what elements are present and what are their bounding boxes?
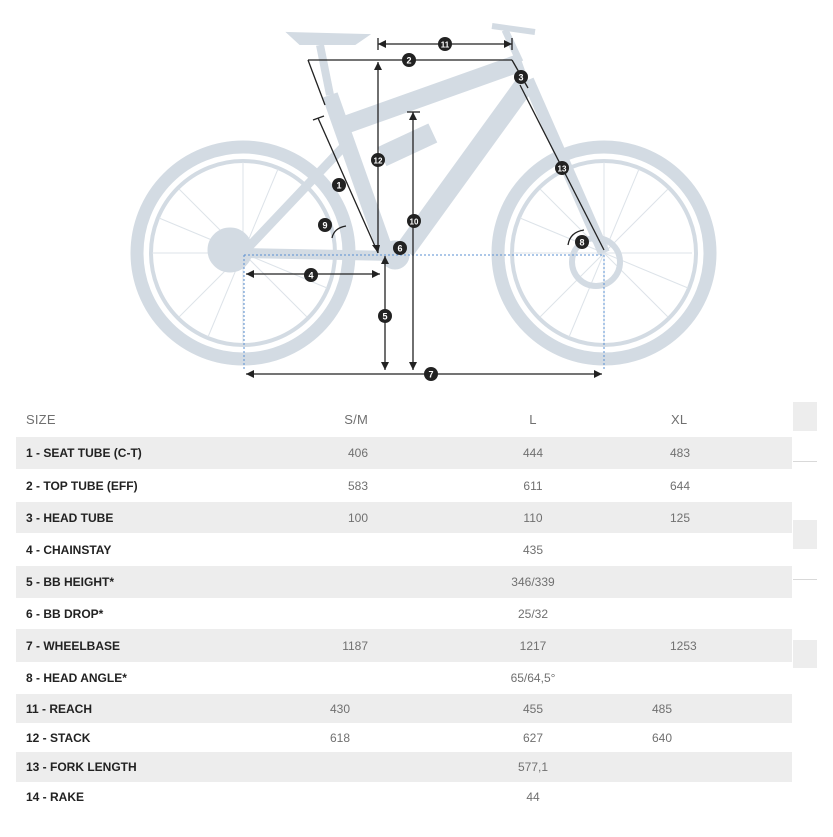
cell-sm: 100 bbox=[206, 502, 468, 533]
table-edge-line bbox=[793, 461, 817, 462]
cell-merged: 25/32 bbox=[517, 606, 549, 621]
cell-sm: 406 bbox=[206, 437, 468, 469]
table-row bbox=[16, 469, 792, 502]
cell-sm bbox=[206, 566, 468, 598]
marker-6-label: 6 bbox=[397, 243, 403, 254]
marker-7-label: 7 bbox=[428, 369, 434, 380]
cell-sm bbox=[206, 598, 468, 629]
cell-l: 627 bbox=[522, 730, 544, 745]
marker-10 bbox=[407, 214, 421, 228]
cell-xl bbox=[598, 782, 792, 812]
marker-3 bbox=[514, 70, 528, 84]
table-row bbox=[16, 782, 792, 812]
marker-7 bbox=[424, 367, 438, 381]
marker-9-label: 9 bbox=[322, 220, 328, 231]
header-l: L bbox=[529, 412, 537, 427]
geometry-table bbox=[16, 402, 792, 812]
marker-2 bbox=[402, 53, 416, 67]
header-size: SIZE bbox=[26, 412, 56, 427]
marker-11 bbox=[438, 37, 452, 51]
table-edge-line bbox=[793, 579, 817, 580]
row-label: 5 - BB HEIGHT* bbox=[16, 566, 206, 598]
marker-1 bbox=[332, 178, 346, 192]
cell-sm: 583 bbox=[347, 478, 368, 493]
marker-4 bbox=[304, 268, 318, 282]
header-sm: S/M bbox=[344, 412, 368, 427]
marker-11-label: 11 bbox=[440, 40, 450, 50]
table-row bbox=[16, 437, 792, 469]
cell-sm: 1187 bbox=[206, 629, 468, 662]
cell-xl: 483 bbox=[598, 437, 792, 469]
row-label: 3 - HEAD TUBE bbox=[16, 502, 206, 533]
marker-8 bbox=[575, 235, 589, 249]
row-label: 8 - HEAD ANGLE* bbox=[26, 671, 127, 685]
seat-post bbox=[320, 45, 330, 95]
cell-merged: 346/339 bbox=[468, 566, 598, 598]
marker-5 bbox=[378, 309, 392, 323]
table-row bbox=[16, 566, 792, 598]
cell-xl: 640 bbox=[652, 730, 673, 745]
cell-xl bbox=[598, 662, 792, 694]
table-row bbox=[16, 694, 792, 723]
marker-6 bbox=[393, 241, 407, 255]
row-label: 4 - CHAINSTAY bbox=[26, 542, 112, 557]
cell-l: 444 bbox=[468, 437, 598, 469]
cell-merged: 44 bbox=[526, 790, 540, 804]
table-row bbox=[16, 752, 792, 782]
marker-10-label: 10 bbox=[409, 217, 419, 227]
marker-9 bbox=[318, 218, 332, 232]
cell-xl: 644 bbox=[670, 478, 691, 493]
cell-xl: 125 bbox=[598, 502, 792, 533]
table-row bbox=[16, 723, 792, 752]
cell-l: 1217 bbox=[468, 629, 598, 662]
cell-l: 110 bbox=[468, 502, 598, 533]
cell-xl bbox=[598, 566, 792, 598]
row-label: 11 - REACH bbox=[16, 694, 206, 723]
row-label: 6 - BB DROP* bbox=[26, 606, 104, 621]
table-edge-shade bbox=[793, 640, 817, 668]
bike-geometry-diagram bbox=[0, 0, 833, 395]
table-row bbox=[16, 502, 792, 533]
shock bbox=[378, 124, 436, 165]
marker-12-label: 12 bbox=[373, 156, 383, 166]
table-row bbox=[16, 598, 792, 629]
ground-reference-box bbox=[244, 255, 604, 370]
row-label: 2 - TOP TUBE (EFF) bbox=[26, 478, 138, 493]
cell-sm bbox=[206, 662, 468, 694]
marker-4-label: 4 bbox=[308, 270, 314, 281]
cell-xl bbox=[598, 533, 792, 566]
header-xl: XL bbox=[671, 412, 688, 427]
cell-l: 611 bbox=[523, 478, 543, 493]
cell-merged: 577,1 bbox=[468, 752, 598, 782]
marker-1-label: 1 bbox=[336, 180, 342, 191]
cell-xl bbox=[598, 752, 792, 782]
cell-merged: 435 bbox=[522, 542, 544, 557]
cell-sm bbox=[206, 752, 468, 782]
cell-merged: 65/64,5° bbox=[510, 671, 556, 685]
table-edge-shade bbox=[793, 402, 817, 431]
cell-xl: 1253 bbox=[598, 629, 792, 662]
table-row bbox=[16, 662, 792, 694]
marker-2-label: 2 bbox=[406, 55, 412, 66]
marker-8-label: 8 bbox=[579, 237, 585, 248]
bike-silhouette bbox=[137, 26, 710, 359]
table-row bbox=[16, 533, 792, 566]
row-label: 1 - SEAT TUBE (C-T) bbox=[16, 437, 206, 469]
marker-3-label: 3 bbox=[518, 72, 524, 83]
saddle bbox=[288, 33, 368, 44]
marker-13-label: 13 bbox=[557, 164, 567, 174]
cell-l: 455 bbox=[468, 694, 598, 723]
row-label: 14 - RAKE bbox=[26, 790, 85, 804]
rear-cassette bbox=[208, 228, 252, 272]
table-edge-shade bbox=[793, 520, 817, 549]
cell-sm bbox=[206, 533, 468, 566]
row-label: 7 - WHEELBASE bbox=[16, 629, 206, 662]
marker-13 bbox=[555, 161, 569, 175]
marker-12 bbox=[371, 153, 385, 167]
row-label: 13 - FORK LENGTH bbox=[16, 752, 206, 782]
cell-sm bbox=[206, 782, 468, 812]
row-label: 12 - STACK bbox=[26, 730, 91, 745]
cell-xl: 485 bbox=[598, 694, 792, 723]
table-header-row bbox=[16, 402, 792, 437]
cell-sm: 618 bbox=[329, 730, 350, 745]
cell-xl bbox=[598, 598, 792, 629]
cell-sm: 430 bbox=[206, 694, 468, 723]
table-row bbox=[16, 629, 792, 662]
marker-5-label: 5 bbox=[382, 311, 388, 322]
handlebar bbox=[492, 26, 535, 32]
